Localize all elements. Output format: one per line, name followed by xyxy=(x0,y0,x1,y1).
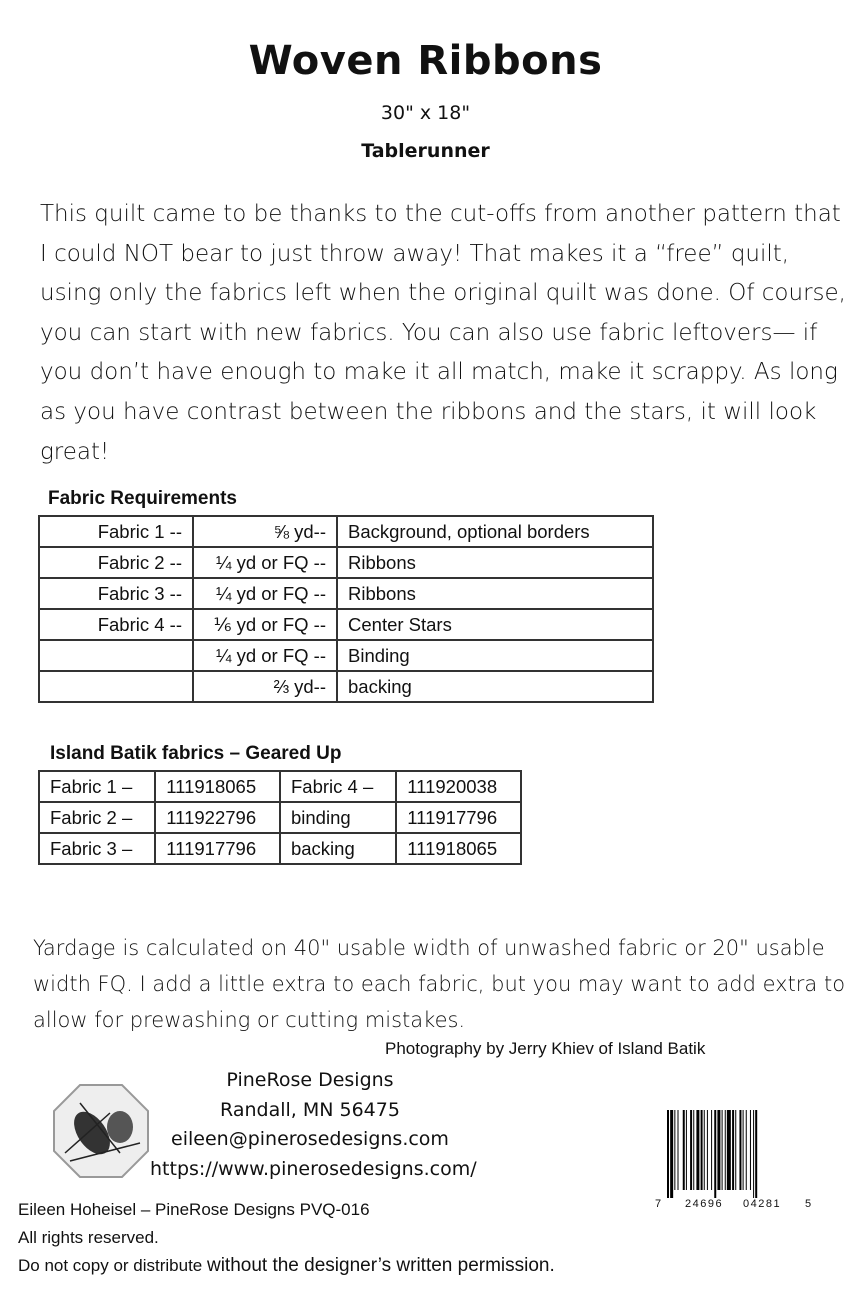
barcode-bar xyxy=(750,1110,751,1190)
barcode-digit: 5 xyxy=(805,1198,813,1210)
yardage-line: width FQ. I add a little extra to each fabric, but you may want to add extra to xyxy=(33,972,846,996)
table-cell: ¼ yd or FQ -- xyxy=(193,640,337,671)
table-row xyxy=(39,771,521,802)
table-cell: binding xyxy=(280,802,396,833)
barcode-bar xyxy=(727,1110,731,1190)
barcode-bar xyxy=(707,1110,708,1190)
intro-line: you don’t have enough to make it all match, make it scrappy. As long xyxy=(40,359,838,386)
table-row xyxy=(39,516,653,547)
barcode-digits: 24696 xyxy=(685,1198,724,1210)
table-cell: 111917796 xyxy=(155,833,280,864)
barcode-bar xyxy=(755,1110,757,1198)
table-cell: ¼ yd or FQ -- xyxy=(193,547,337,578)
table-cell: Fabric 4 -- xyxy=(39,609,193,640)
table-cell: Binding xyxy=(337,640,653,671)
barcode-bar xyxy=(678,1110,679,1190)
barcode-bar xyxy=(746,1110,747,1190)
email-link[interactable]: eileen@pinerosedesigns.com xyxy=(171,1128,449,1150)
table-row xyxy=(39,802,521,833)
intro-line: This quilt came to be thanks to the cut-offs from another pattern that xyxy=(40,201,841,227)
footer-line: without the designer’s written permission. xyxy=(206,1255,555,1276)
table-cell: 111918065 xyxy=(396,833,521,864)
yardage-note xyxy=(33,930,846,1038)
barcode-bar xyxy=(717,1110,720,1190)
barcode-bar xyxy=(670,1110,673,1198)
footer-line: All rights reserved. xyxy=(18,1228,159,1247)
barcode-bar xyxy=(704,1110,705,1190)
barcode-bar xyxy=(743,1110,744,1190)
table-cell: 111920038 xyxy=(396,771,521,802)
footer xyxy=(18,1196,555,1280)
barcode-bar xyxy=(701,1110,703,1190)
photo-credit: Photography by Jerry Khiev of Island Batik xyxy=(385,1039,706,1058)
table-cell: Fabric 1 – xyxy=(39,771,155,802)
table-cell: ⅝ yd-- xyxy=(193,516,337,547)
barcode-bar xyxy=(693,1110,694,1190)
table-row xyxy=(39,609,653,640)
batik-heading: Island Batik fabrics – Geared Up xyxy=(50,743,342,764)
table-cell: Fabric 2 – xyxy=(39,802,155,833)
table-row xyxy=(39,578,653,609)
barcode-bar xyxy=(667,1110,669,1198)
table-cell: 111917796 xyxy=(396,802,521,833)
barcode-bar xyxy=(714,1110,716,1198)
intro-line: great! xyxy=(40,438,110,465)
barcode-bars xyxy=(655,1110,815,1200)
website-link[interactable]: https://www.pinerosedesigns.com/ xyxy=(150,1157,477,1180)
table-cell: Fabric 1 -- xyxy=(39,516,193,547)
table-cell: ⅔ yd-- xyxy=(193,671,337,702)
barcode xyxy=(655,1110,815,1220)
table-cell: Fabric 4 – xyxy=(280,771,396,802)
barcode-bar xyxy=(722,1110,723,1190)
table-row xyxy=(39,671,653,702)
fabric-requirements-table xyxy=(38,515,654,703)
intro-line: using only the fabrics left when the original quilt was done. Of course, xyxy=(40,280,846,307)
footer-line: Do not copy or distribute xyxy=(18,1256,207,1275)
barcode-bar xyxy=(735,1110,736,1190)
barcode-bar xyxy=(711,1110,712,1190)
batik-fabrics-table xyxy=(38,770,522,865)
fabric-requirements-heading: Fabric Requirements xyxy=(48,488,237,509)
yardage-line: allow for prewashing or cutting mistakes. xyxy=(33,1008,466,1032)
barcode-bar xyxy=(686,1110,687,1190)
table-cell: Ribbons xyxy=(337,578,653,609)
city: Randall, MN 56475 xyxy=(220,1098,400,1121)
pinecone-logo xyxy=(50,1083,152,1179)
table-cell: Background, optional borders xyxy=(337,516,653,547)
table-cell: backing xyxy=(280,833,396,864)
barcode-bar xyxy=(739,1110,741,1190)
table-row xyxy=(39,547,653,578)
table-cell: ¼ yd or FQ -- xyxy=(193,578,337,609)
table-cell: Ribbons xyxy=(337,547,653,578)
intro-paragraph xyxy=(40,195,846,472)
table-cell: Center Stars xyxy=(337,609,653,640)
table-cell: backing xyxy=(337,671,653,702)
footer-line: Eileen Hoheisel – PineRose Designs PVQ-016 xyxy=(18,1200,370,1219)
quilt-size: 30" x 18" xyxy=(380,102,471,124)
table-cell: Fabric 3 – xyxy=(39,833,155,864)
barcode-bar xyxy=(725,1110,726,1190)
table-cell: 111922796 xyxy=(155,802,280,833)
subtitle: Tablerunner xyxy=(361,140,490,162)
table-cell: Fabric 3 -- xyxy=(39,578,193,609)
contact-block xyxy=(150,1066,477,1184)
barcode-bar xyxy=(683,1110,685,1190)
table-cell: 111918065 xyxy=(155,771,280,802)
intro-line: as you have contrast between the ribbons and the stars, it will look xyxy=(40,398,817,425)
yardage-line: Yardage is calculated on 40" usable width of unwashed fabric or 20" usable xyxy=(33,936,825,960)
barcode-bar xyxy=(690,1110,692,1190)
intro-line: you can start with new fabrics. You can also use fabric leftovers— if xyxy=(40,319,818,346)
barcode-digit: 7 xyxy=(655,1198,663,1210)
table-row xyxy=(39,833,521,864)
table-cell: ⅙ yd or FQ -- xyxy=(193,609,337,640)
barcode-digits: 04281 xyxy=(743,1198,782,1210)
table-cell xyxy=(39,640,193,671)
barcode-bar xyxy=(696,1110,699,1190)
table-cell: Fabric 2 -- xyxy=(39,547,193,578)
barcode-bar xyxy=(674,1110,675,1190)
intro-line: I could NOT bear to just throw away! That makes it a “free” quilt, xyxy=(40,240,790,267)
barcode-bar xyxy=(753,1110,754,1198)
page-title: Woven Ribbons xyxy=(248,38,603,84)
barcode-bar xyxy=(732,1110,734,1190)
company-name: PineRose Designs xyxy=(226,1069,394,1091)
table-row xyxy=(39,640,653,671)
table-cell xyxy=(39,671,193,702)
